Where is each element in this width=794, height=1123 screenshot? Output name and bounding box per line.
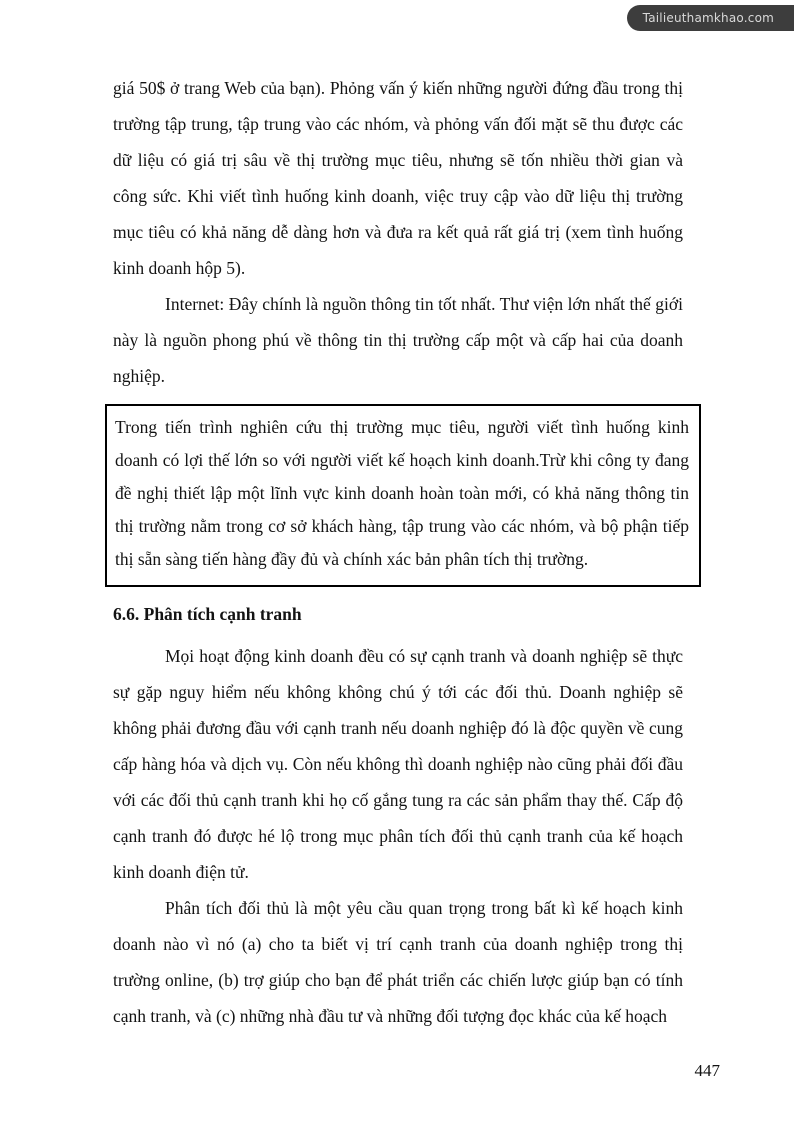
paragraph-continuation: giá 50$ ở trang Web của bạn). Phỏng vấn ý kiến những người đứng đầu trong thị trường tập trung, tập trung vào các nhóm, và phỏng vấn đối mặt sẽ thu được các dữ liệu có giá trị sâu về thị trường mục tiêu, nhưng sẽ tốn nhiều thời gian và công sức. Khi viết tình huống kinh doanh, việc truy cập vào dữ liệu thị trường mục tiêu có khả năng dễ dàng hơn và đưa ra kết quả rất giá trị (xem tình huống kinh doanh hộp 5). xyxy=(113,78,683,278)
section-heading: 6.6. Phân tích cạnh tranh xyxy=(113,604,302,624)
watermark-label: Tailieuthamkhao.com xyxy=(642,11,774,25)
paragraph-competition: Mọi hoạt động kinh doanh đều có sự cạnh tranh và doanh nghiệp sẽ thực sự gặp nguy hiểm nếu không không chú ý tới các đối thủ. Doanh nghiệp sẽ không phải đương đầu với cạnh tranh nếu doanh nghiệp đó là độc quyền về cung cấp hàng hóa và dịch vụ. Còn nếu không thì doanh nghiệp nào cũng phải đối đầu với các đối thủ cạnh tranh khi họ cố gắng tung ra các sản phẩm thay thế. Cấp độ cạnh tranh đó được hé lộ trong mục phân tích đối thủ cạnh tranh của kế hoạch kinh doanh điện tử. xyxy=(113,646,683,882)
watermark-badge xyxy=(627,5,794,31)
paragraph-competitor-analysis: Phân tích đối thủ là một yêu cầu quan trọng trong bất kì kế hoạch kinh doanh nào vì nó (a) cho ta biết vị trí cạnh tranh của doanh nghiệp trong thị trường online, (b) trợ giúp cho bạn để phát triển các chiến lược giúp bạn có tính cạnh tranh, và (c) những nhà đầu tư và những đối tượng đọc khác của kế hoạch xyxy=(113,898,683,1026)
page-content xyxy=(113,70,689,1034)
paragraph-internet: Internet: Đây chính là nguồn thông tin tốt nhất. Thư viện lớn nhất thế giới này là nguồn phong phú về thông tin thị trường cấp một và cấp hai của doanh nghiệp. xyxy=(113,294,683,386)
boxed-paragraph: Trong tiến trình nghiên cứu thị trường mục tiêu, người viết tình huống kinh doanh có lợi thế lớn so với người viết kế hoạch kinh doanh.Trừ khi công ty đang đề nghị thiết lập một lĩnh vực kinh doanh hoàn toàn mới, có khả năng thông tin thị trường nằm trong cơ sở khách hàng, tập trung vào các nhóm, và bộ phận tiếp thị sẵn sàng tiến hàng đầy đủ và chính xác bản phân tích thị trường. xyxy=(115,417,689,569)
highlight-box xyxy=(105,404,701,587)
page-number: 447 xyxy=(694,1061,720,1080)
